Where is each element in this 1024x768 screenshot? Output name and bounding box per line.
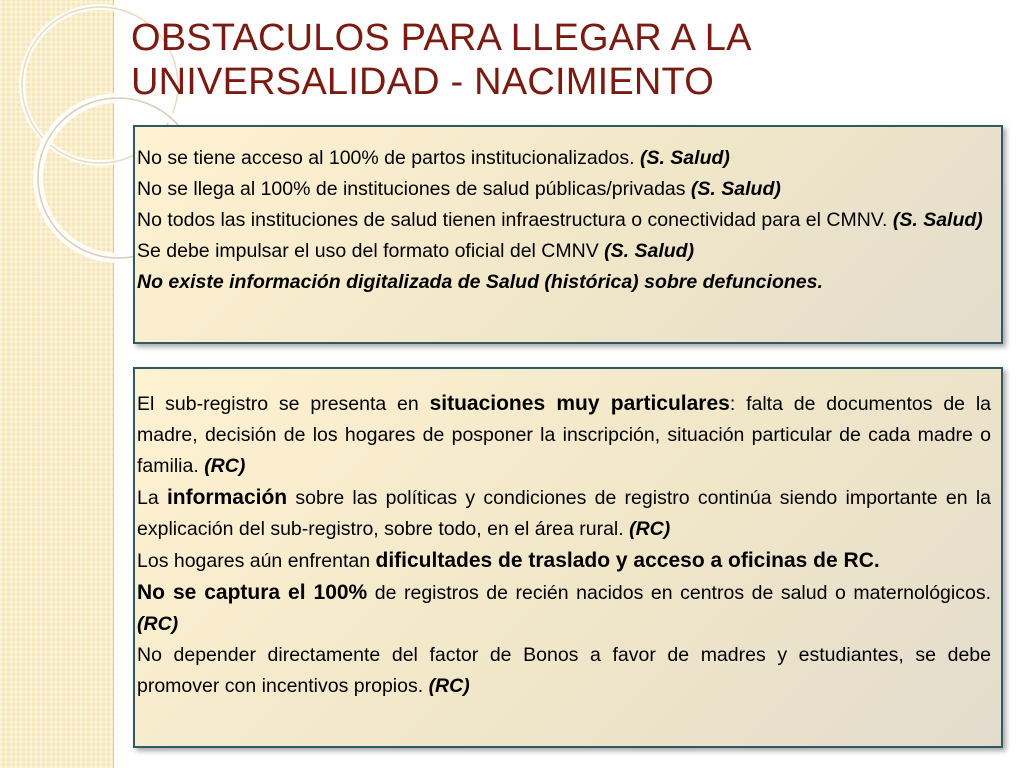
box1-item-2 <box>137 174 991 205</box>
box2-item-4 <box>137 577 991 640</box>
slide-title <box>131 16 991 104</box>
item-text: No se llega al 100% de instituciones de salud públicas/privadas <box>137 178 691 200</box>
emphasis-text: información <box>166 486 288 509</box>
title-line-1: OBSTACULOS PARA LLEGAR A LA <box>131 17 752 59</box>
emphasis-text: No se captura el 100% <box>137 581 368 604</box>
item-text: Se debe impulsar el uso del formato oficial del CMNV <box>137 240 605 262</box>
item-text: No existe información digitalizada de Salud (histórica) sobre defunciones. <box>137 271 823 293</box>
item-text: El sub-registro se presenta en <box>137 393 430 415</box>
box1-item-5 <box>137 267 991 298</box>
emphasis-text: dificultades de traslado y acceso a oficinas de RC. <box>375 549 880 572</box>
item-text: sobre las políticas y condiciones de registro continúa siendo importante en la explicación del sub-registro, sobre todo, en el área rural. <box>137 487 992 540</box>
box2-item-2 <box>137 482 991 545</box>
title-line-2: UNIVERSALIDAD - NACIMIENTO <box>131 61 715 103</box>
source-label: (S. Salud) <box>604 240 695 262</box>
box1-item-1 <box>137 143 991 174</box>
item-text: Los hogares aún enfrentan <box>137 550 376 572</box>
item-text: No todos las instituciones de salud tienen infraestructura o conectividad para el CMNV. <box>137 209 893 231</box>
box2-item-3 <box>137 545 991 577</box>
item-text: de registros de recién nacidos en centros de salud o maternológicos. <box>367 582 991 604</box>
source-label: (RC) <box>629 518 671 540</box>
health-obstacles-box <box>133 125 1003 344</box>
source-label: (S. Salud) <box>690 178 781 200</box>
item-text: : falta de documentos de la madre, decisión de los hogares de posponer la inscripción, situación particular de cada madre o familia. <box>137 393 992 477</box>
civil-registry-obstacles-box <box>133 367 1003 748</box>
source-label: (S. Salud) <box>639 147 730 169</box>
item-text: La <box>137 487 167 509</box>
item-text: No se tiene acceso al 100% de partos institucionalizados. <box>137 147 640 169</box>
box2-item-5 <box>137 640 991 702</box>
source-label: (S. Salud) <box>892 209 983 231</box>
source-label: (RC) <box>204 455 246 477</box>
emphasis-text: situaciones muy particulares <box>429 392 730 415</box>
box1-item-3 <box>137 205 991 236</box>
source-label: (RC) <box>137 613 179 635</box>
box2-item-1 <box>137 388 991 482</box>
source-label: (RC) <box>428 675 470 697</box>
box1-item-4 <box>137 236 991 267</box>
item-text: No depender directamente del factor de Bonos a favor de madres y estudiantes, se debe promover con incentivos propios. <box>137 644 991 697</box>
